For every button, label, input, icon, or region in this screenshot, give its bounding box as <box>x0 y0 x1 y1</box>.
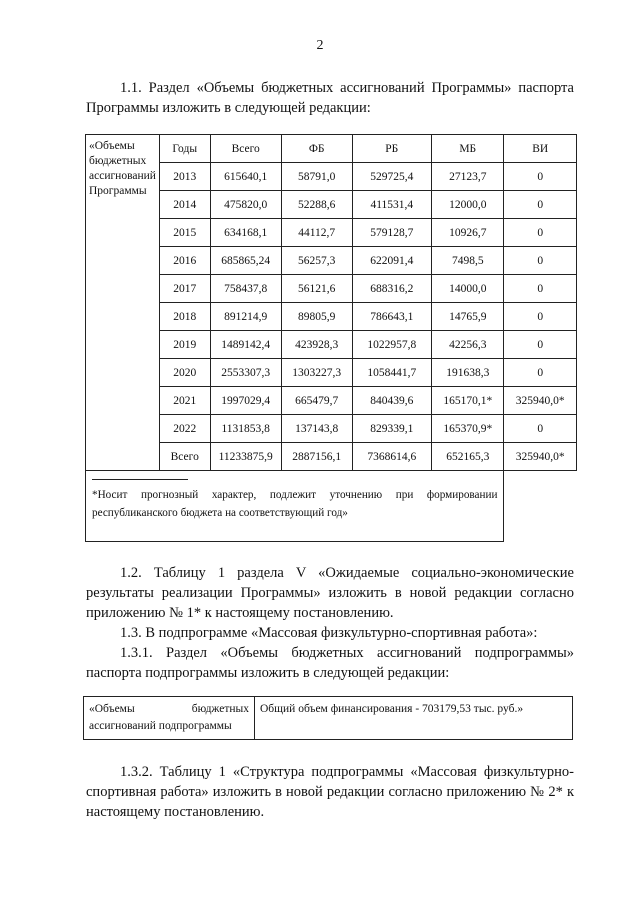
paragraph-1-3: 1.3. В подпрограмме «Массовая физкультурно-спортивная работа»: <box>120 625 538 641</box>
paragraph-1-2: 1.2. Таблицу 1 раздела V «Ожидаемые социально-экономические результаты реализации Программы» изложить в новой редакции согласно приложению № 1* к настоящему постановлению. <box>86 565 574 621</box>
value-cell: 829339,1 <box>352 415 431 443</box>
paragraph-1-3-2: 1.3.2. Таблицу 1 «Структура подпрограммы «Массовая физкультурно-спортивная работа» изложить в новой редакции согласно приложению № 2* к настоящему постановлению. <box>86 764 574 820</box>
value-cell: 52288,6 <box>281 191 352 219</box>
value-cell: 665479,7 <box>281 387 352 415</box>
value-cell: 56121,6 <box>281 275 352 303</box>
value-cell: 7498,5 <box>432 247 504 275</box>
header-cell: ВИ <box>504 135 577 163</box>
table-row <box>86 303 577 331</box>
table-row <box>86 387 577 415</box>
value-cell: 0 <box>504 247 577 275</box>
value-cell: 685865,24 <box>210 247 281 275</box>
budget-label-cell: «Объемы бюджетных ассигнований Программы <box>86 135 160 471</box>
value-cell: 56257,3 <box>281 247 352 275</box>
header-cell: РБ <box>352 135 431 163</box>
subprogram-label-cell: «Объемы бюджетных ассигнований подпрограммы <box>84 697 255 740</box>
value-cell: 579128,7 <box>352 219 431 247</box>
year-cell: 2016 <box>159 247 210 275</box>
value-cell: 10926,7 <box>432 219 504 247</box>
value-cell: 1022957,8 <box>352 331 431 359</box>
value-cell: 529725,4 <box>352 163 431 191</box>
value-cell: 12000,0 <box>432 191 504 219</box>
value-cell: 11233875,9 <box>210 443 281 471</box>
value-cell: 44112,7 <box>281 219 352 247</box>
table-row <box>86 443 577 471</box>
year-cell: 2015 <box>159 219 210 247</box>
year-cell: 2021 <box>159 387 210 415</box>
header-cell: ФБ <box>281 135 352 163</box>
value-cell: 14000,0 <box>432 275 504 303</box>
value-cell: 688316,2 <box>352 275 431 303</box>
value-cell: 1058441,7 <box>352 359 431 387</box>
header-cell: Всего <box>210 135 281 163</box>
value-cell: 0 <box>504 275 577 303</box>
value-cell: 615640,1 <box>210 163 281 191</box>
value-cell: 411531,4 <box>352 191 431 219</box>
value-cell: 475820,0 <box>210 191 281 219</box>
value-cell: 1131853,8 <box>210 415 281 443</box>
budget-table <box>85 134 577 542</box>
footnote-cell <box>86 471 504 542</box>
value-cell: 891214,9 <box>210 303 281 331</box>
year-cell: 2013 <box>159 163 210 191</box>
value-cell: 0 <box>504 415 577 443</box>
header-cell: МБ <box>432 135 504 163</box>
value-cell: 14765,9 <box>432 303 504 331</box>
value-cell: 634168,1 <box>210 219 281 247</box>
value-cell: 2887156,1 <box>281 443 352 471</box>
page-number: 2 <box>316 38 324 53</box>
subprogram-value-cell: Общий объем финансирования - 703179,53 тыс. руб.» <box>255 697 573 740</box>
table-row <box>86 219 577 247</box>
year-cell: 2020 <box>159 359 210 387</box>
value-cell: 840439,6 <box>352 387 431 415</box>
value-cell: 42256,3 <box>432 331 504 359</box>
value-cell: 1489142,4 <box>210 331 281 359</box>
year-cell: 2017 <box>159 275 210 303</box>
value-cell: 89805,9 <box>281 303 352 331</box>
table-row <box>86 275 577 303</box>
value-cell: 325940,0* <box>504 443 577 471</box>
table-row <box>86 191 577 219</box>
value-cell: 1997029,4 <box>210 387 281 415</box>
subprogram-table <box>83 696 573 740</box>
value-cell: 191638,3 <box>432 359 504 387</box>
table-row <box>86 415 577 443</box>
value-cell: 423928,3 <box>281 331 352 359</box>
paragraph-1-3-1: 1.3.1. Раздел «Объемы бюджетных ассигнований подпрограммы» паспорта подпрограммы изложить в следующей редакции: <box>86 645 574 681</box>
year-cell: 2019 <box>159 331 210 359</box>
value-cell: 0 <box>504 331 577 359</box>
table-row <box>86 247 577 275</box>
year-cell: Всего <box>159 443 210 471</box>
header-cell: Годы <box>159 135 210 163</box>
value-cell: 786643,1 <box>352 303 431 331</box>
paragraph-1-1: 1.1. Раздел «Объемы бюджетных ассигнований Программы» паспорта Программы изложить в следующей редакции: <box>86 80 574 116</box>
year-cell: 2018 <box>159 303 210 331</box>
year-cell: 2014 <box>159 191 210 219</box>
value-cell: 2553307,3 <box>210 359 281 387</box>
value-cell: 165370,9* <box>432 415 504 443</box>
value-cell: 0 <box>504 359 577 387</box>
value-cell: 325940,0* <box>504 387 577 415</box>
table-row <box>86 163 577 191</box>
value-cell: 758437,8 <box>210 275 281 303</box>
value-cell: 58791,0 <box>281 163 352 191</box>
value-cell: 0 <box>504 163 577 191</box>
year-cell: 2022 <box>159 415 210 443</box>
footnote-text: *Носит прогнозный характер, подлежит уточнению при формировании республиканского бюджета на соответствующий год» <box>92 489 498 519</box>
value-cell: 7368614,6 <box>352 443 431 471</box>
table-row <box>86 331 577 359</box>
value-cell: 0 <box>504 219 577 247</box>
value-cell: 137143,8 <box>281 415 352 443</box>
value-cell: 652165,3 <box>432 443 504 471</box>
value-cell: 622091,4 <box>352 247 431 275</box>
value-cell: 165170,1* <box>432 387 504 415</box>
footnote-divider <box>92 479 188 480</box>
table-header-row <box>86 135 577 163</box>
value-cell: 0 <box>504 303 577 331</box>
value-cell: 27123,7 <box>432 163 504 191</box>
value-cell: 1303227,3 <box>281 359 352 387</box>
table-row <box>86 359 577 387</box>
value-cell: 0 <box>504 191 577 219</box>
